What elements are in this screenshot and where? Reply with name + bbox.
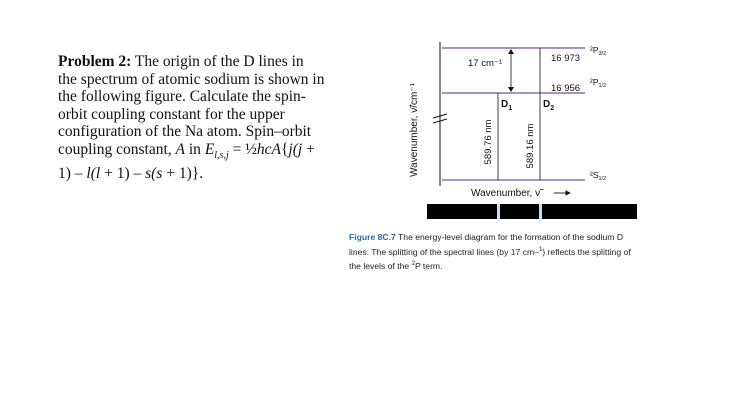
caption-line-3: the levels of the $^2$P term.: [349, 260, 443, 271]
upper-level-term: $^2P_{3/2}$: [590, 45, 607, 57]
figure-label: Figure 8C.7: [349, 232, 396, 242]
problem-formula-line-2: 1) – l(l + 1) – s(s + 1)}.: [58, 164, 204, 182]
d2-label: $D_2$: [543, 99, 555, 112]
problem-statement: [58, 53, 348, 182]
d1-wavelength: 589.76 nm: [483, 119, 494, 165]
spectrum-bar: [427, 204, 637, 219]
problem-line-3: the following figure. Calculate the spin-: [58, 88, 306, 106]
spectrum-line-d1: [497, 204, 500, 219]
upper-level-value: 16 973: [551, 53, 581, 64]
problem-line-4: orbit coupling constant for the upper: [58, 105, 285, 123]
problem-label: Problem 2:: [58, 53, 132, 70]
energy-level-diagram: [400, 34, 640, 224]
lower-level-term: $^2P_{1/2}$: [590, 77, 607, 89]
spectrum-line-d2: [539, 204, 542, 219]
x-axis-label: Wavenumber, ν̃: [471, 188, 541, 199]
figure-caption: [349, 231, 709, 273]
problem-formula-line-1: coupling constant, A in $E_{l,s,j}$ = ½hcA{j(j +: [58, 140, 315, 162]
lower-level-value: 16 956: [551, 83, 581, 94]
caption-line-1: Figure 8C.7 The energy-level diagram for the formation of the sodium D: [349, 232, 624, 242]
d2-wavelength: 589.16 nm: [525, 123, 536, 169]
splitting-label: 17 cm⁻¹: [468, 58, 503, 69]
problem-line-5: configuration of the Na atom. Spin–orbit: [58, 123, 312, 141]
problem-line-1: Problem 2: The origin of the D lines in: [58, 53, 304, 70]
ground-level-term: $^2S_{1/2}$: [590, 170, 607, 182]
problem-line-2: the spectrum of atomic sodium is shown in: [58, 70, 325, 88]
d1-label: $D_1$: [501, 99, 513, 112]
y-axis-label: Wavenumber, ν̃/cm⁻¹: [409, 83, 420, 177]
caption-line-2: lines. The splitting of the spectral lines (by 17 cm–$^1$) reflects the splitting of: [349, 246, 631, 257]
